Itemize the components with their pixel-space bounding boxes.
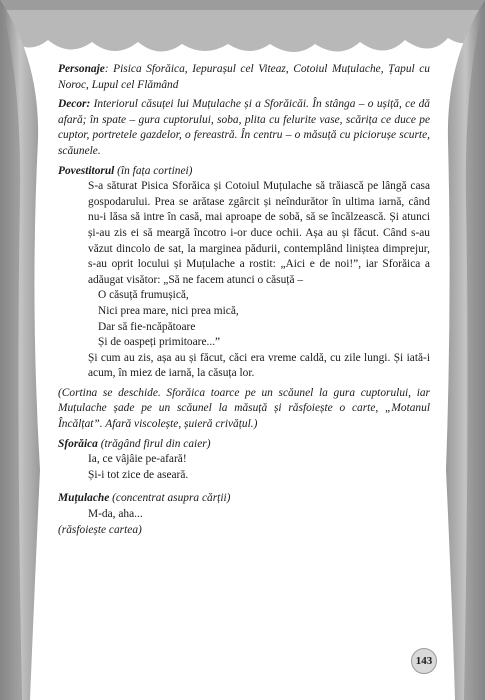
mutulache-direction: (concentrat asupra cărții) bbox=[109, 492, 231, 505]
verse-line: Dar să fie-ncăpătoare bbox=[98, 320, 196, 333]
sforaica-heading bbox=[58, 437, 430, 453]
speech-line: M-da, aha... bbox=[88, 508, 143, 521]
narrator-paragraph: S-a săturat Pisica Sforăica și Cotoiul Muțulache să trăiască pe lângă casa gospodarului. Prea se arătase zgârcit și neîndurător în ultima iarnă, când nu-i lăsa să intre în casă, mai aproape de sobă, să se încălzească. Și atunci și-au zis ei să meargă încotro i-or duce ochii. Așa au și făcut. Când s-au văzut dincolo de sat, la marginea pădurii, contemplând liniștea dimprejur, s-au oprit locului și Muțulache a rostit: „Aici e de noi!”, iar Sforăica a adăugat visător: „Să ne facem atunci o căsuță – bbox=[88, 180, 430, 286]
narrator-direction: (în fața cortinei) bbox=[114, 164, 193, 177]
decor-label: Decor: bbox=[58, 98, 91, 111]
sforaica-direction: (trăgând firul din caier) bbox=[97, 437, 211, 450]
sforaica-name: Sforăica bbox=[58, 437, 98, 450]
speech-line: Și-i tot zice de aseară. bbox=[88, 468, 189, 481]
narrator-paragraph-end: Și cum au zis, așa au și făcut, căci era vreme caldă, cu zile lungi. Și iată-i acum, în miez de iarnă, la căsuța lor. bbox=[88, 351, 430, 380]
page-number: 143 bbox=[415, 655, 433, 667]
verse-line: O căsuță frumușică, bbox=[98, 289, 189, 302]
right-drape bbox=[446, 0, 485, 700]
verse-line: Și de oaspeți primitoare...” bbox=[98, 336, 221, 349]
narrator-speech bbox=[58, 179, 430, 382]
page-number-badge bbox=[411, 648, 437, 674]
play-script bbox=[58, 62, 430, 538]
narrator-verse bbox=[88, 288, 430, 350]
mutulache-heading bbox=[58, 491, 430, 507]
characters-list bbox=[58, 62, 430, 93]
narrator-heading bbox=[58, 164, 430, 180]
mutulache-name: Muțulache bbox=[58, 492, 110, 505]
decor-text: Interiorul căsuței lui Muțulache și a Sforăicăi. În stânga – o ușiță, ce dă afară; în spate – gura cuptorului, soba, plita cu felurite vase, scărița ce duce pe cuptor, portretele gazdelor, o fereastră. În centru – o măsuță cu piciorușe scurte, scăunele. bbox=[58, 98, 430, 157]
narrator-name: Povestitorul bbox=[58, 164, 115, 177]
left-drape bbox=[0, 0, 40, 700]
valance bbox=[0, 0, 485, 52]
mutulache-speech bbox=[58, 507, 430, 523]
characters-label: Personaje bbox=[58, 63, 105, 75]
characters-text: : Pisica Sforăica, Iepurașul cel Viteaz, Cotoiul Muțulache, Țapul cu Noroc, Lupul cel Flămând bbox=[58, 63, 430, 91]
stage-direction: (Cortina se deschide. Sforăica toarce pe un scăunel la gura cuptorului, iar Muțulache șade pe un scăunel la măsuță și răsfoiește o carte, „Motanul Încălțat”. Afară viscolește, șuieră crivățul.) bbox=[58, 386, 430, 431]
mutulache-action: (răsfoiește cartea) bbox=[58, 523, 142, 536]
decor-description bbox=[58, 97, 430, 159]
speech-line: Ia, ce vâjâie pe-afară! bbox=[88, 453, 187, 466]
sforaica-speech bbox=[58, 452, 430, 483]
verse-line: Nici prea mare, nici prea mică, bbox=[98, 304, 239, 317]
